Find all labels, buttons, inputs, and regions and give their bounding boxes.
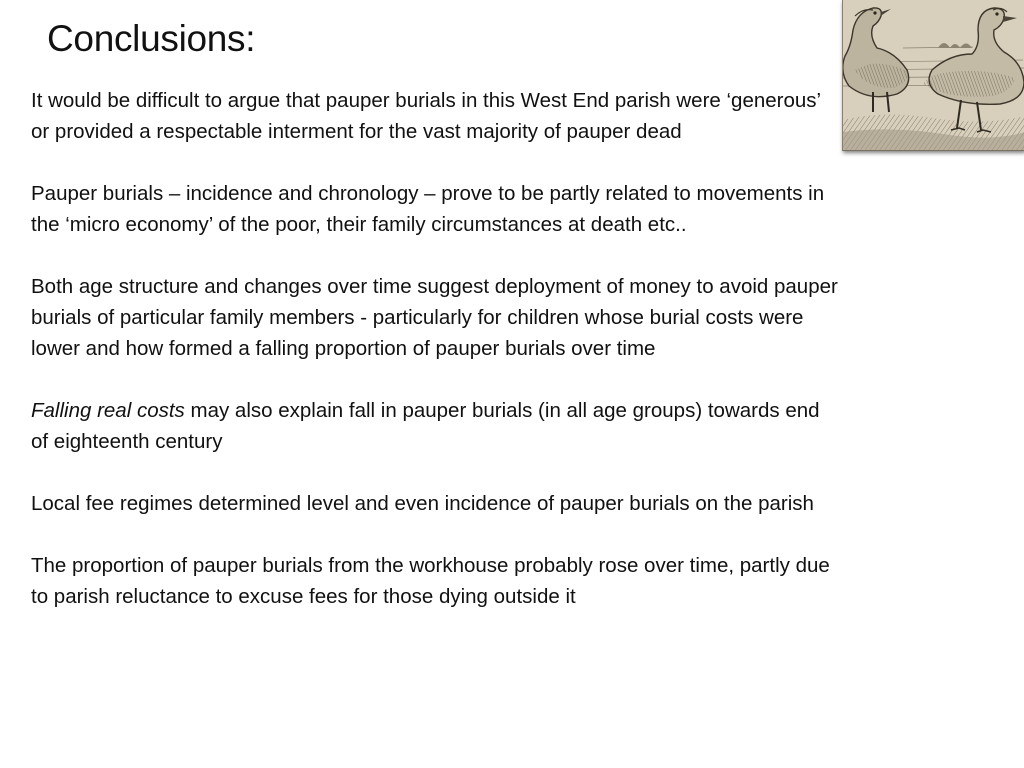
slide-body (31, 85, 839, 612)
conclusion-paragraph-4-rest: may also explain fall in pauper burials (in all age groups) towards end of eighteenth century (31, 399, 820, 453)
conclusion-paragraph-3: Both age structure and changes over time suggest deployment of money to avoid pauper burials of particular family members - particularly for children whose burial costs were lower and how formed a falling proportion of pauper burials over time (31, 275, 838, 360)
slide-title: Conclusions: (47, 18, 256, 59)
conclusion-paragraph-6: The proportion of pauper burials from the workhouse probably rose over time, partly due to parish reluctance to excuse fees for those dying outside it (31, 554, 830, 608)
conclusion-paragraph-2: Pauper burials – incidence and chronology – prove to be partly related to movements in the ‘micro economy’ of the poor, their family circumstances at death etc.. (31, 182, 825, 236)
conclusion-paragraph-1: It would be difficult to argue that pauper burials in this West End parish were ‘generous’ or provided a respectable interment for the vast majority of pauper dead (31, 89, 821, 143)
falling-real-costs-emphasis: Falling real costs (31, 399, 185, 422)
ducks-engraving-image (842, 0, 1024, 151)
conclusion-paragraph-5: Local fee regimes determined level and even incidence of pauper burials on the parish (31, 492, 814, 515)
ducks-engraving-icon (843, 0, 1024, 150)
conclusion-paragraph-4 (31, 395, 839, 457)
